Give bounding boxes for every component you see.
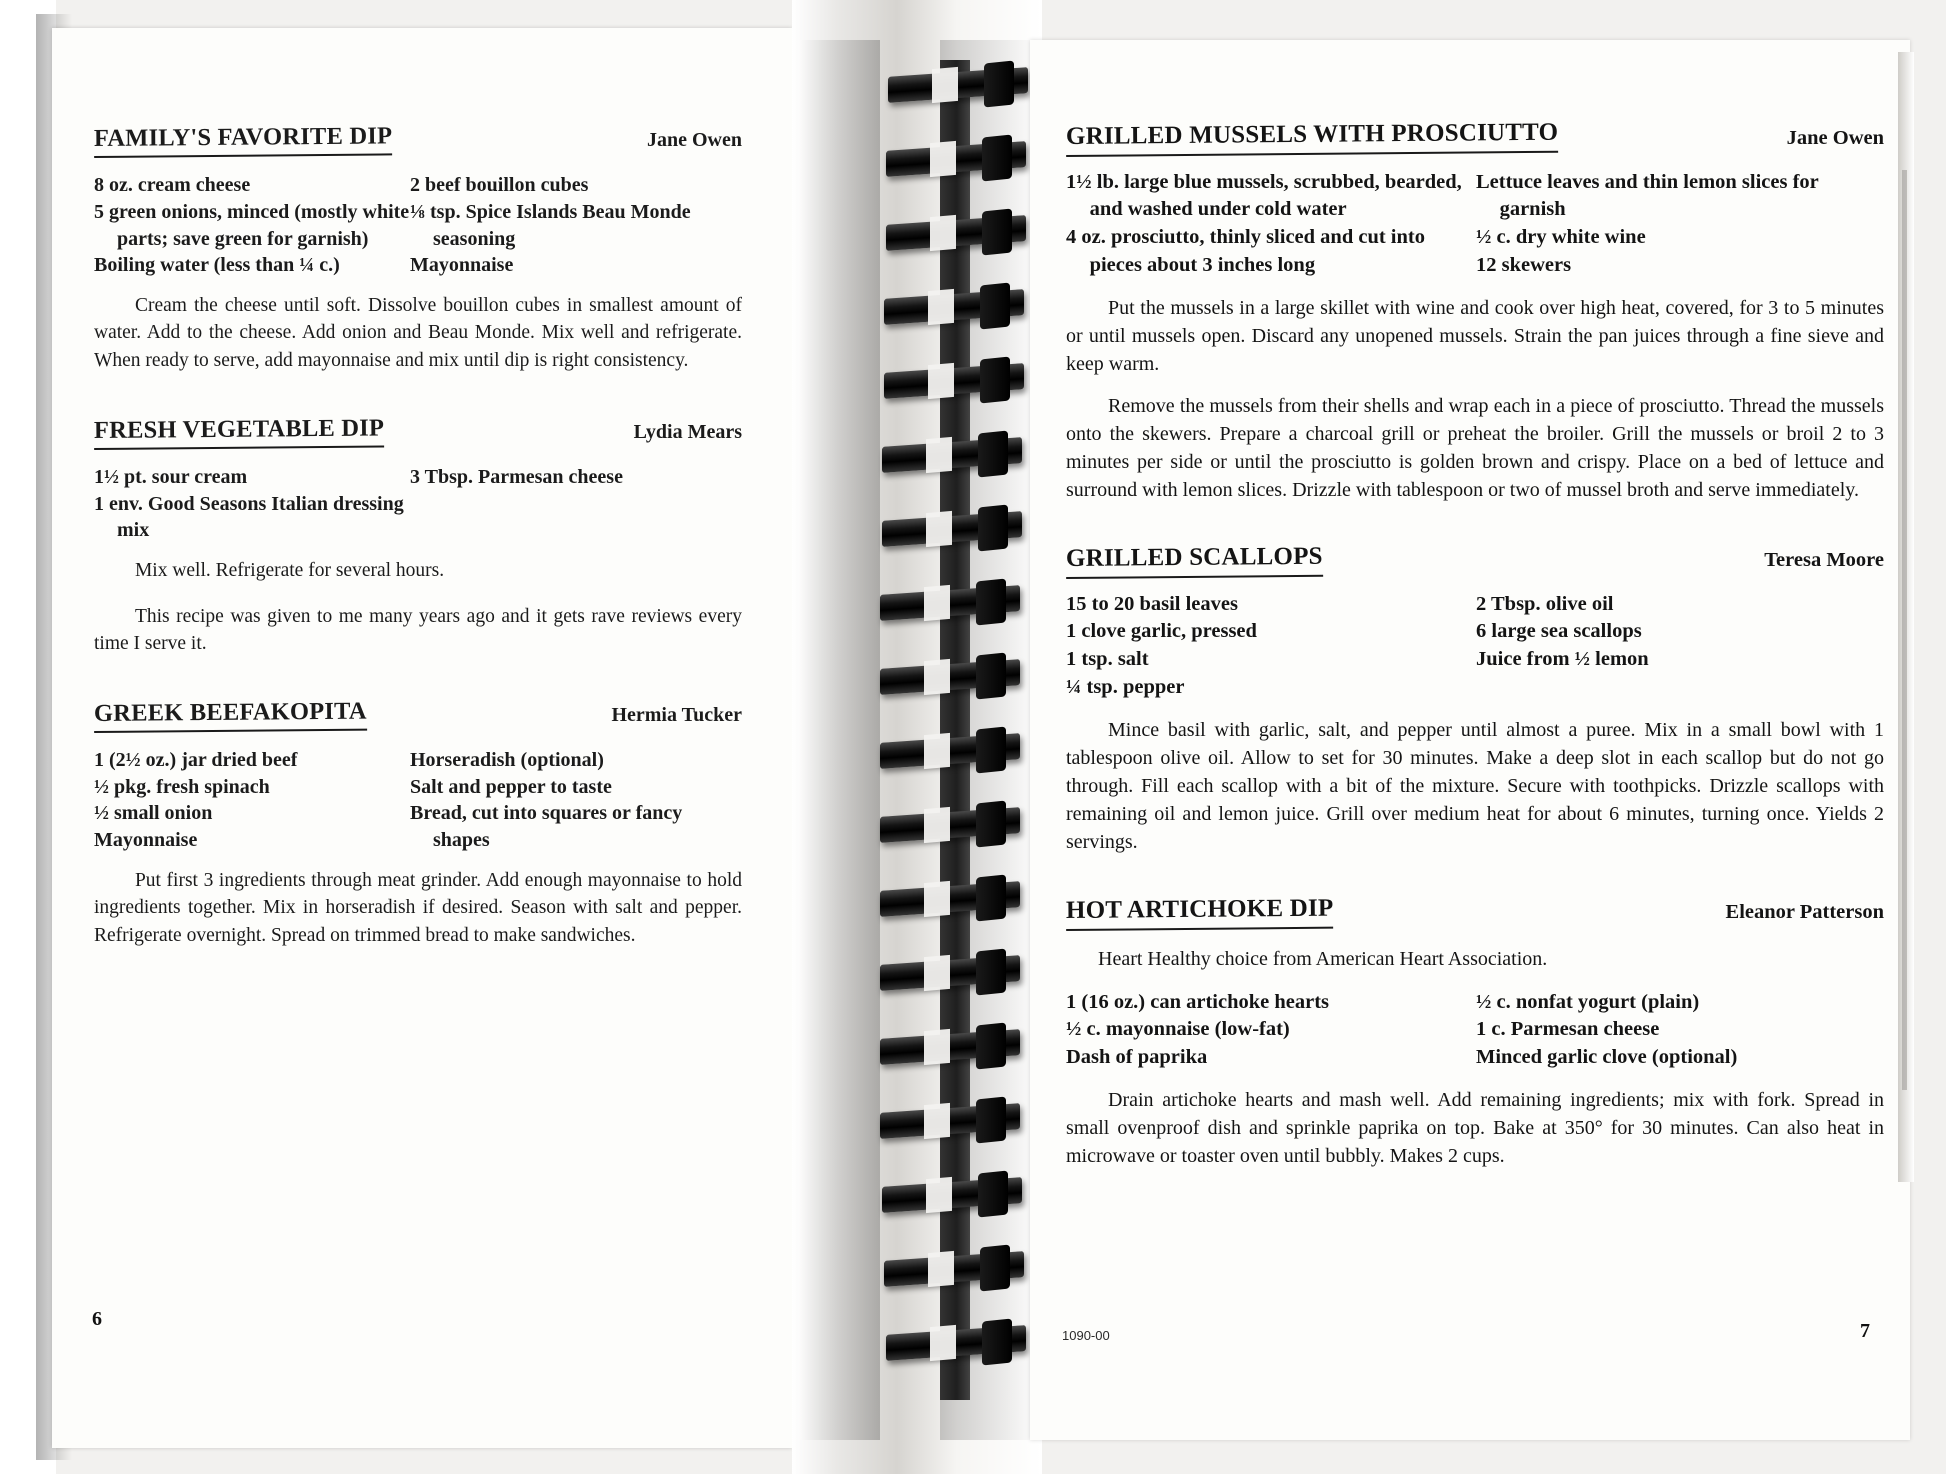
- spiral-ring: [880, 1098, 1020, 1142]
- ingredient-item: ¼ tsp. pepper: [1066, 676, 1185, 699]
- recipe-author: Teresa Moore: [1764, 549, 1884, 571]
- ingredient-column-2: [410, 747, 740, 853]
- ingredient-item: 4 oz. prosciutto, thinly sliced and cut into pieces about 3 inches long: [1066, 226, 1425, 277]
- ingredient-item: Juice from ½ lemon: [1476, 648, 1649, 671]
- right-page-number: 7: [1860, 1320, 1870, 1342]
- recipe-title: GRILLED MUSSELS WITH PROSCIUTTO: [1066, 116, 1559, 157]
- ingredient-item: Boiling water (less than ¼ c.): [94, 254, 340, 277]
- ingredient-column-2: [410, 464, 740, 544]
- left-page-content: [94, 123, 742, 950]
- recipe-author: Eleanor Patterson: [1725, 901, 1884, 923]
- spiral-ring: [880, 728, 1020, 772]
- recipe-instructions: Drain artichoke hearts and mash well. Add remaining ingredients; mix with fork. Spread in small ovenproof dish and sprinkle paprika on top. Bake at 350° for 30 minutes. Can also heat in microwave or toaster oven until bubbly. Makes 2 cups.: [1066, 1089, 1884, 1168]
- ingredient-item: 1 tsp. salt: [1066, 648, 1149, 671]
- spiral-ring: [880, 654, 1020, 698]
- ingredient-item: ½ c. mayonnaise (low-fat): [1066, 1018, 1290, 1041]
- ingredient-item: Salt and pepper to taste: [410, 775, 612, 798]
- ingredient-item: 1 clove garlic, pressed: [1066, 620, 1257, 643]
- spiral-ring: [884, 358, 1024, 402]
- ingredient-columns: [94, 464, 742, 544]
- recipe-note: This recipe was given to me many years ago and it gets rave reviews every time I serve it.: [94, 605, 742, 655]
- recipe-familys-favorite-dip: [94, 123, 742, 375]
- right-page-edge-line: [1902, 170, 1907, 1090]
- recipe-author: Hermia Tucker: [611, 703, 742, 726]
- ingredient-item: 1 c. Parmesan cheese: [1476, 1018, 1660, 1041]
- recipe-title: FAMILY'S FAVORITE DIP: [94, 120, 393, 158]
- ingredient-item: 8 oz. cream cheese: [94, 174, 251, 197]
- spiral-ring: [882, 432, 1022, 476]
- printer-code: 1090-00: [1062, 1328, 1110, 1343]
- ingredient-column-1: [94, 172, 410, 278]
- ingredient-item: 1½ lb. large blue mussels, scrubbed, bearded, and washed under cold water: [1066, 170, 1462, 221]
- spiral-ring: [884, 284, 1024, 328]
- spiral-ring: [886, 136, 1026, 180]
- recipe-header: [1066, 542, 1884, 579]
- spiral-ring: [882, 1172, 1022, 1216]
- ingredient-column-1: [1066, 989, 1476, 1073]
- ingredient-item: 6 large sea scallops: [1476, 620, 1642, 643]
- ingredient-item: 1½ pt. sour cream: [94, 466, 248, 489]
- recipe-instructions: Mince basil with garlic, salt, and pepper until almost a puree. Mix in a small bowl with 1 tablespoon olive oil. Allow to set for 30 minutes. Make a deep slot in each scallop but do not go through. Fill each scallop with a bit of the mixture. Secure with toothpicks. Drizzle scallops with remaining oil and lemon juice. Grill over medium heat for about 6 minutes, turning once. Yields 2 servings.: [1066, 719, 1884, 853]
- recipe-header: [1066, 120, 1884, 157]
- recipe-hot-artichoke-dip: [1066, 894, 1884, 1170]
- recipe-header: [94, 123, 742, 158]
- ingredient-item: ⅛ tsp. Spice Islands Beau Monde seasoning: [410, 200, 691, 250]
- recipe-lead-note: Heart Healthy choice from American Heart Association.: [1098, 947, 1548, 970]
- recipe-title: FRESH VEGETABLE DIP: [94, 412, 384, 450]
- recipe-author: Jane Owen: [1786, 127, 1884, 149]
- spiral-ring: [880, 1024, 1020, 1068]
- ingredient-column-2: [1476, 591, 1884, 703]
- spiral-ring: [880, 580, 1020, 624]
- ingredient-item: Horseradish (optional): [410, 749, 604, 772]
- left-page: [52, 28, 792, 1448]
- ingredient-item: Lettuce leaves and thin lemon slices for garnish: [1476, 170, 1819, 221]
- recipe-greek-beefakopita: [94, 698, 742, 950]
- ingredient-column-1: [94, 464, 410, 544]
- left-page-number: 6: [92, 1308, 102, 1330]
- ingredient-column-1: [1066, 591, 1476, 703]
- ingredient-item: ½ pkg. fresh spinach: [94, 775, 270, 798]
- recipe-instructions: Cream the cheese until soft. Dissolve bouillon cubes in smallest amount of water. Add to the cheese. Add onion and Beau Monde. Mix well and refrigerate. When ready to serve, add mayonnaise and mix until dip is right consistency.: [94, 294, 742, 372]
- spiral-ring: [880, 876, 1020, 920]
- recipe-author: Lydia Mears: [633, 420, 742, 443]
- ingredient-columns: [1066, 989, 1884, 1073]
- recipe-grilled-scallops: [1066, 542, 1884, 856]
- ingredient-column-2: [1476, 989, 1884, 1073]
- ingredient-item: 12 skewers: [1476, 254, 1572, 277]
- spiral-ring: [886, 1320, 1026, 1364]
- ingredient-item: 5 green onions, minced (mostly white parts; save green for garnish): [94, 200, 410, 250]
- ingredient-item: ½ c. dry white wine: [1476, 226, 1646, 249]
- ingredient-item: 1 (2½ oz.) jar dried beef: [94, 749, 298, 772]
- ingredient-item: 2 beef bouillon cubes: [410, 174, 589, 197]
- right-page: [1030, 40, 1910, 1440]
- gutter-shadow-left: [800, 40, 880, 1440]
- ingredient-column-2: [410, 172, 740, 278]
- ingredient-column-2: [1476, 169, 1884, 281]
- recipe-instructions: Put the mussels in a large skillet with wine and cook over high heat, covered, for 3 to 5 minutes or until mussels open. Discard any unopened mussels. Strain the pan juices through a fine sieve and keep warm.: [1066, 297, 1884, 375]
- spiral-ring: [886, 210, 1026, 254]
- ingredient-item: Mayonnaise: [94, 829, 198, 852]
- ingredient-columns: [94, 172, 742, 278]
- recipe-header: [94, 698, 742, 733]
- recipe-instructions: Mix well. Refrigerate for several hours.: [134, 559, 445, 581]
- ingredient-item: 2 Tbsp. olive oil: [1476, 592, 1614, 615]
- recipe-title: HOT ARTICHOKE DIP: [1066, 892, 1334, 931]
- recipe-title: GRILLED SCALLOPS: [1066, 540, 1323, 579]
- spiral-ring: [880, 802, 1020, 846]
- ingredient-item: ½ c. nonfat yogurt (plain): [1476, 990, 1700, 1013]
- ingredient-item: Bread, cut into squares or fancy shapes: [410, 802, 683, 852]
- spiral-ring: [884, 1246, 1024, 1290]
- ingredient-item: Mayonnaise: [410, 254, 514, 277]
- recipe-title: GREEK BEEFAKOPITA: [94, 696, 367, 734]
- ingredient-item: Dash of paprika: [1066, 1046, 1208, 1069]
- recipe-instructions: Put first 3 ingredients through meat grinder. Add enough mayonnaise to hold ingredients together. Mix in horseradish if desired. Season with salt and pepper. Refrigerate overnight. Spread on trimmed bread to make sandwiches.: [94, 869, 742, 947]
- ingredient-item: 15 to 20 basil leaves: [1066, 592, 1238, 615]
- ingredient-item: ½ small onion: [94, 802, 213, 825]
- right-page-content: [1066, 120, 1884, 1170]
- recipe-instructions: Remove the mussels from their shells and wrap each in a piece of prosciutto. Thread the mussels onto the skewers. Prepare a charcoal grill or preheat the broiler. Grill the mussels or broil 2 to 3 minutes per side or until the prosciutto is golden brown and crispy. Place on a bed of lettuce and surround with lemon slices. Drizzle with tablespoon or two of mussel broth and serve immediately.: [1066, 395, 1884, 501]
- ingredient-item: Minced garlic clove (optional): [1476, 1046, 1738, 1069]
- recipe-grilled-mussels-with-prosciutto: [1066, 120, 1884, 504]
- recipe-fresh-vegetable-dip: [94, 415, 742, 658]
- recipe-author: Jane Owen: [647, 129, 742, 151]
- ingredient-columns: [1066, 591, 1884, 703]
- recipe-header: [1066, 894, 1884, 931]
- spiral-ring: [882, 506, 1022, 550]
- ingredient-item: 1 (16 oz.) can artichoke hearts: [1066, 990, 1330, 1013]
- ingredient-columns: [1066, 169, 1884, 281]
- spiral-ring: [888, 62, 1028, 106]
- spiral-ring: [880, 950, 1020, 994]
- ingredient-column-1: [1066, 169, 1476, 281]
- ingredient-item: 1 env. Good Seasons Italian dressing mix: [94, 492, 404, 542]
- ingredient-item: 3 Tbsp. Parmesan cheese: [410, 466, 623, 489]
- ingredient-column-1: [94, 747, 410, 853]
- recipe-header: [94, 415, 742, 450]
- ingredient-columns: [94, 747, 742, 853]
